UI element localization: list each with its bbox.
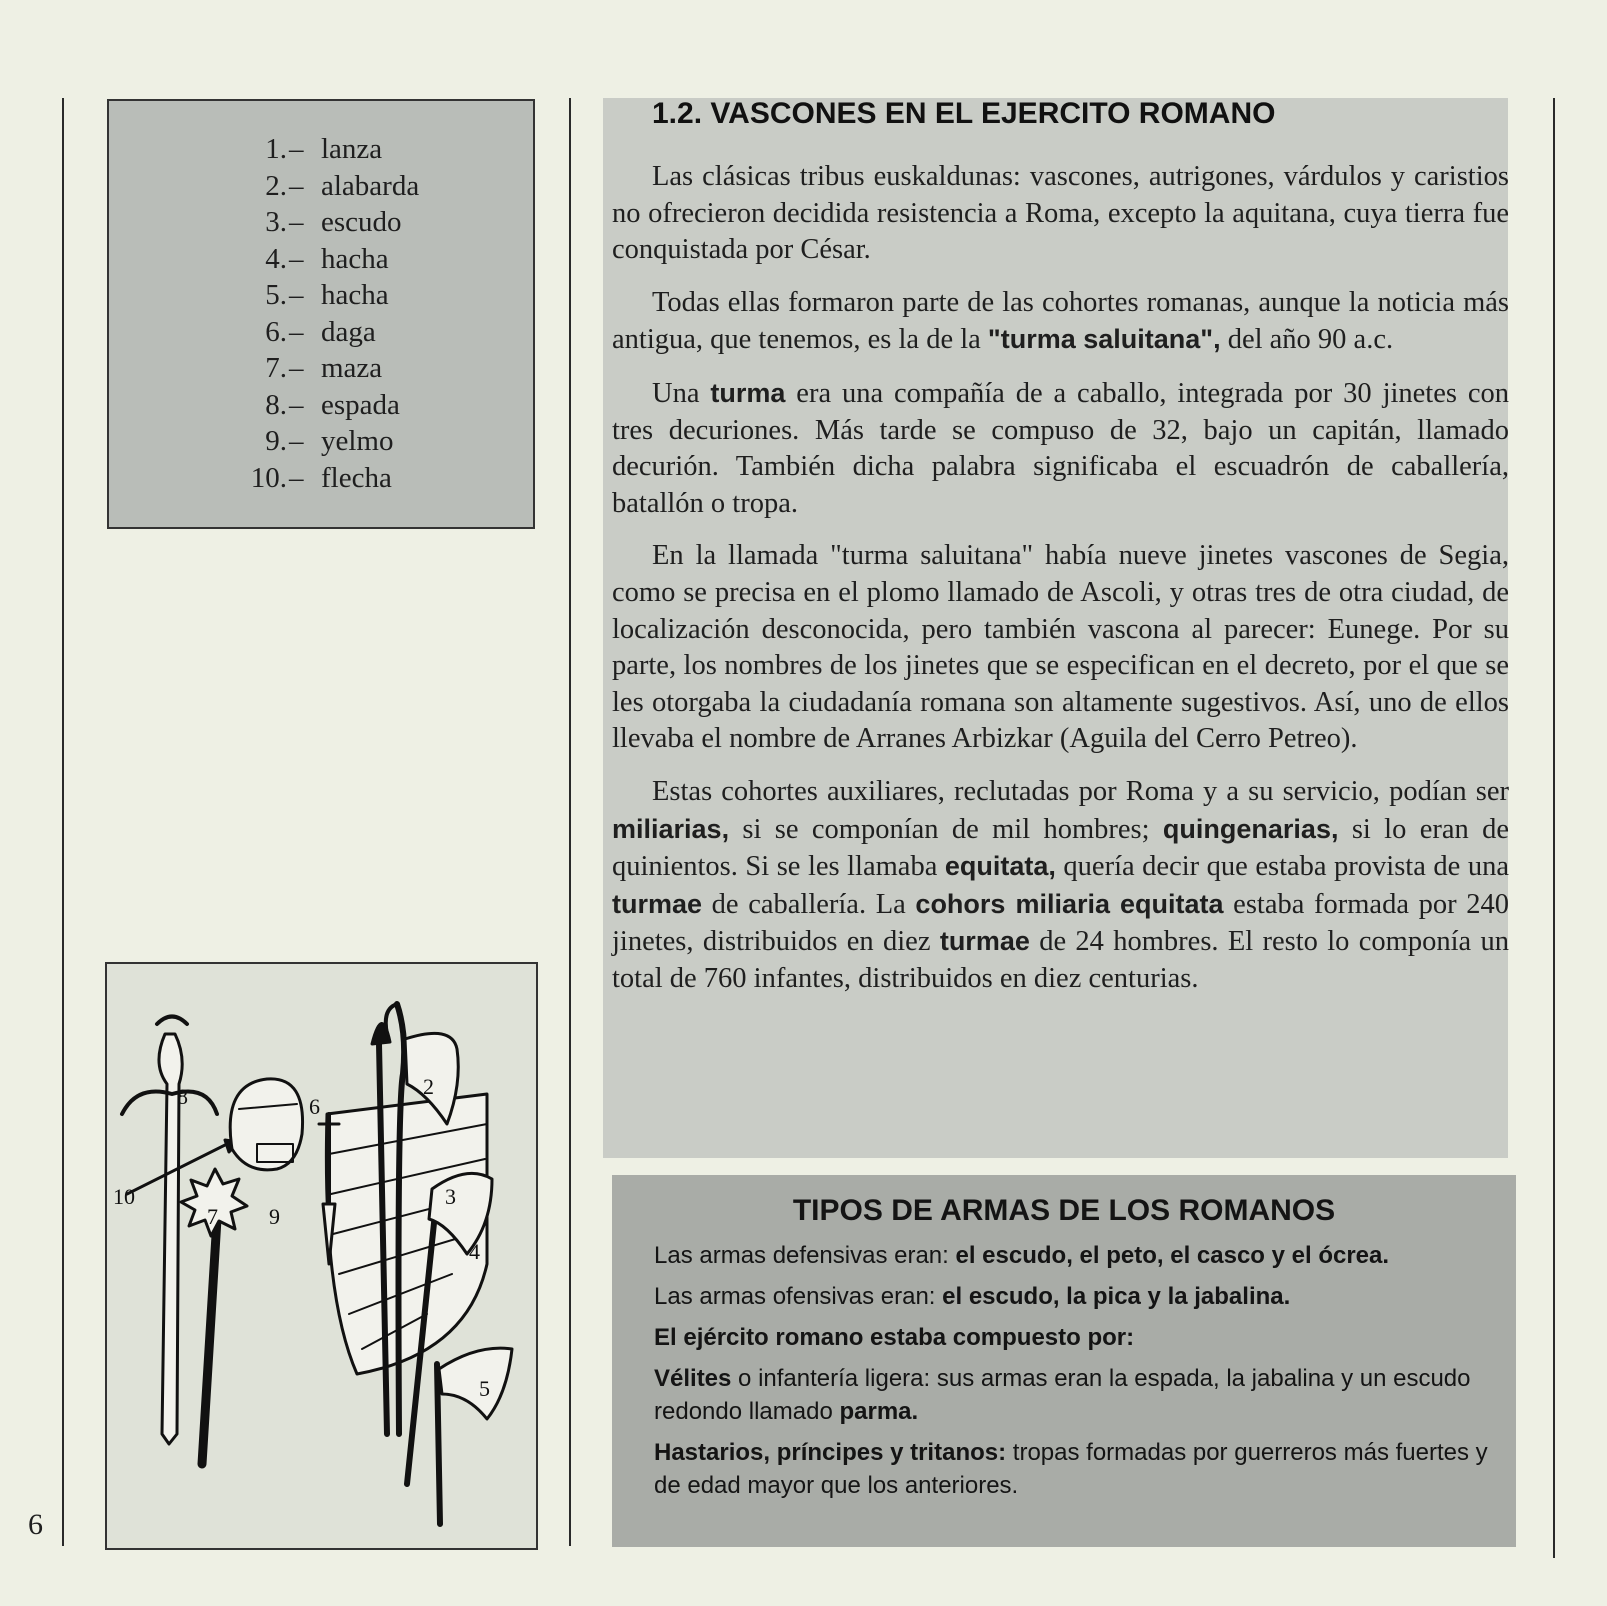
legend-item-separator: – [289,425,304,457]
label-6: 6 [309,1094,320,1119]
parma-term: parma. [839,1398,919,1425]
term-turmae: turmae [939,926,1030,957]
weapon-types-body [612,1229,1516,1502]
legend-item-name: lanza [321,133,383,165]
label-2: 2 [423,1074,434,1099]
weapons-drawing [107,964,538,1550]
hastarios-description: tropas formadas por guerreros más fuertes y de edad mayor que los anteriores. [654,1439,1488,1499]
hastarios-term: Hastarios, príncipes y tritanos: [654,1439,1007,1466]
paragraph-5-text: quería decir que estaba provista de una [1055,851,1509,883]
paragraph-5-text: de caballería. La [702,888,916,920]
legend-item-name: maza [321,352,383,384]
legend-item [109,277,533,314]
paragraph-5-text: si lo eran de quinientos. Si se les llamaba [612,813,1510,883]
legend-item-name: espada [321,388,400,421]
defensive-weapons-line [654,1239,1490,1272]
legend-item-name: hacha [321,279,389,311]
legend-item-separator: – [289,315,304,348]
paragraph-5 [612,774,1509,998]
legend-item-name: escudo [321,206,402,238]
paragraph-5-text: de 24 hombres. El resto lo componía un total de 760 infantes, distribuidos en diez centurias. [612,926,1509,994]
defensive-weapons-label: Las armas defensivas eran: [654,1242,956,1269]
legend-item-name: daga [321,315,376,348]
spear-drawing [379,1044,387,1434]
page-number: 6 [28,1508,43,1541]
paragraph-1: Las clásicas tribus euskaldunas: vascones, autrigones, várdulos y caristios no ofrecieron decidida resistencia a Roma, excepto la aquitana, cuya tierra fue conquistada por César. [612,161,1509,266]
label-9: 9 [269,1204,280,1229]
offensive-weapons-list: el escudo, la pica y la jabalina. [942,1283,1291,1310]
paragraph-2-bold: "turma saluitana", [987,324,1221,355]
legend-item-separator: – [289,206,304,238]
legend-item [109,204,533,241]
label-8: 8 [177,1084,188,1109]
legend-item-number: 1. [265,133,287,165]
paragraph-5-text: estaba formada por 240 jinetes, distribuidos en diez [612,888,1510,958]
legend-item-separator: – [289,388,304,421]
left-column-rule [62,98,64,1546]
helmet-drawing [230,1079,302,1170]
legend-item [109,423,533,460]
weapons-legend-box [107,99,535,529]
legend-item-number: 3. [265,206,287,238]
weapon-types-title: TIPOS DE ARMAS DE LOS ROMANOS [792,1194,1336,1227]
defensive-weapons-list: el escudo, el peto, el casco y el ócrea. [955,1242,1390,1269]
paragraph-3-text: Una [652,377,711,409]
paragraph-3-text-end: era una compañía de a caballo, integrada por 30 jinetes con tres decuriones. Más tarde se compuso de 32, bajo un capitán, llamado decurión. También dicha palabra significaba el escuadrón de caballería, batallón o tropa. [612,377,1510,519]
paragraph-5-text: Estas cohortes auxiliares, reclutadas por Roma y a su servicio, podían ser [652,775,1509,807]
legend-item [109,168,533,205]
paragraph-2-text: Todas ellas formaron parte de las cohortes romanas, aunque la noticia más antigua, que tenemos, es la de la [612,286,1509,356]
offensive-weapons-line [654,1280,1490,1313]
velites-description: o infantería ligera: sus armas eran la espada, la jabalina y un escudo redondo llamado [654,1365,1471,1425]
legend-item [109,241,533,278]
legend-item-name: alabarda [321,169,420,202]
legend-item [109,460,533,497]
legend-item-number: 10. [250,461,287,494]
paragraph-3-bold: turma [710,377,786,408]
legend-item-number: 2. [265,169,287,202]
middle-column-rule [569,98,571,1546]
legend-item-number: 5. [265,279,287,311]
legend-item-separator: – [289,461,304,494]
legend-item-separator: – [289,352,304,384]
legend-item [109,350,533,387]
legend-item [109,314,533,351]
legend-item-name: yelmo [321,425,394,457]
legend-item-name: flecha [321,461,392,494]
weapons-legend-list [109,101,533,496]
offensive-weapons-label: Las armas ofensivas eran: [654,1283,943,1310]
term-equitata: equitata, [944,851,1056,882]
article [612,94,1509,1013]
hastarios-line [654,1436,1490,1502]
legend-item [109,131,533,168]
legend-item-name: hacha [321,242,389,275]
legend-item-number: 8. [265,388,287,421]
label-5: 5 [479,1376,490,1401]
weapon-types-box [612,1175,1516,1547]
right-column-rule [1553,98,1555,1558]
legend-item-number: 4. [265,242,287,275]
label-7: 7 [207,1204,218,1229]
article-title: 1.2. VASCONES EN EL EJERCITO ROMANO [652,97,1276,130]
legend-item-number: 7. [265,352,287,384]
paragraph-4: En la llamada "turma saluitana" había nueve jinetes vascones de Segia, como se precisa en el plomo llamado de Ascoli, y otras tres de otra ciudad, de localización desconocida, pero también vascona al parecer: Eunege. Por su parte, los nombres de los jinetes que se especifican en el decreto, por el que se les otorgaba la ciudadanía romana son altamente sugestivos. Así, uno de ellos llevaba el nombre de Arranes Arbizkar (Aguila del Cerro Petreo). [612,540,1509,755]
velites-line [654,1362,1490,1428]
axe-5-drawing [437,1364,440,1524]
legend-item-number: 6. [265,315,287,348]
term-miliarias: miliarias, [612,813,730,844]
label-3: 3 [445,1184,456,1209]
legend-item [109,387,533,424]
weapons-illustration [105,962,538,1550]
legend-item-separator: – [289,169,304,202]
legend-item-separator: – [289,133,304,165]
label-10: 10 [113,1184,135,1209]
term-cohors-miliaria-equitata: cohors miliaria equitata [915,888,1224,919]
paragraph-2 [612,285,1509,359]
label-4: 4 [469,1239,480,1264]
army-composition-heading-text: El ejército romano estaba compuesto por: [654,1324,1135,1351]
paragraph-2-text-end: del año 90 a.c. [1220,324,1394,356]
army-composition-heading [654,1321,1490,1354]
velites-term: Vélites [654,1365,732,1392]
term-quingenarias: quingenarias, [1162,813,1339,844]
legend-item-separator: – [289,242,304,275]
term-turmae: turmae [612,888,703,919]
paragraph-5-text: si se componían de mil hombres; [729,813,1163,845]
legend-item-separator: – [289,279,304,311]
paragraph-3 [612,375,1509,522]
legend-item-number: 9. [265,425,287,457]
mace-drawing [202,1219,217,1464]
